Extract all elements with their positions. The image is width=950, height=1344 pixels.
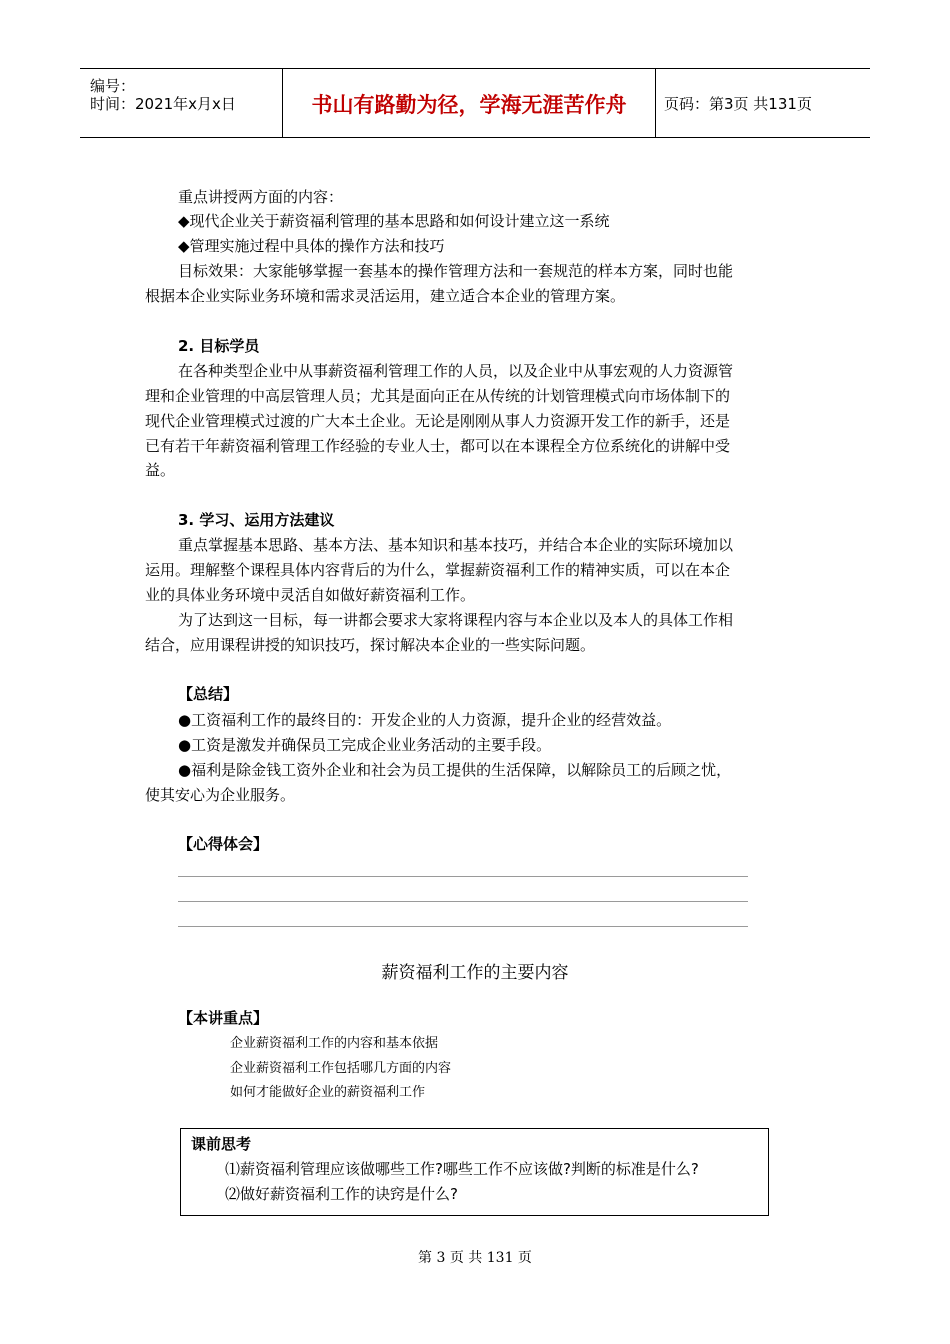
page-header [80, 68, 870, 138]
section-heading: 3. 学习、运用方法建议 [178, 511, 335, 529]
focus-heading: 【本讲重点】 [178, 1009, 269, 1027]
header-motto: 书山有路勤为径，学海无涯苦作舟 [311, 93, 627, 117]
paragraph-line: 运用。理解整个课程具体内容背后的为什么，掌握薪资福利工作的精神实质，可以在本企 [145, 561, 731, 579]
summary-item: ●福利是除金钱工资外企业和社会为员工提供的生活保障，以解除员工的后顾之忧， [178, 761, 732, 779]
paragraph-line: 为了达到这一目标，每一讲都会要求大家将课程内容与本企业以及本人的具体工作相 [178, 611, 734, 629]
summary-item: ●工资福利工作的最终目的：开发企业的人力资源，提升企业的经营效益。 [178, 711, 672, 729]
preview-box [180, 1128, 769, 1216]
summary-heading: 【总结】 [178, 685, 239, 703]
paragraph-line: 益。 [145, 461, 176, 479]
paragraph-line: 在各种类型企业中从事薪资福利管理工作的人员，以及企业中从事宏观的人力资源管 [178, 362, 734, 380]
section-heading: 2. 目标学员 [178, 337, 260, 355]
lecture-title: 薪资福利工作的主要内容 [381, 963, 569, 983]
paragraph-line: 已有若干年薪资福利管理工作经验的专业人士，都可以在本课程全方位系统化的讲解中受 [145, 437, 731, 455]
preview-heading: 课前思考 [191, 1135, 252, 1153]
serial-label: 编号： [90, 77, 136, 95]
goal-text: 根据本企业实际业务环境和需求灵活运用，建立适合本企业的管理方案。 [145, 287, 626, 305]
summary-item: 使其安心为企业服务。 [145, 786, 296, 804]
notes-heading: 【心得体会】 [178, 835, 269, 853]
paragraph-line: 业的具体业务环境中灵活自如做好薪资福利工作。 [145, 586, 476, 604]
focus-point: 企业薪资福利工作的内容和基本依据 [230, 1036, 439, 1051]
page-footer: 第 3 页 共 131 页 [418, 1250, 532, 1266]
date-label: 时间：2021年x月x日 [90, 95, 236, 113]
paragraph-line: 重点掌握基本思路、基本方法、基本知识和基本技巧，并结合本企业的实际环境加以 [178, 536, 734, 554]
focus-point: 如何才能做好企业的薪资福利工作 [230, 1085, 426, 1100]
notes-writing-line [178, 926, 748, 927]
intro-text: 重点讲授两方面的内容： [178, 188, 344, 206]
intro-bullet: ◆现代企业关于薪资福利管理的基本思路和如何设计建立这一系统 [178, 212, 610, 230]
goal-text: 目标效果：大家能够掌握一套基本的操作管理方法和一套规范的样本方案，同时也能 [178, 262, 734, 280]
preview-question: ⑵做好薪资福利工作的诀窍是什么? [225, 1185, 458, 1203]
summary-item: ●工资是激发并确保员工完成企业业务活动的主要手段。 [178, 736, 552, 754]
preview-question: ⑴薪资福利管理应该做哪些工作?哪些工作不应该做?判断的标准是什么? [225, 1160, 699, 1178]
paragraph-line: 理和企业管理的中高层管理人员；尤其是面向正在从传统的计划管理模式向市场体制下的 [145, 387, 731, 405]
header-page-info: 页码：第3页 共131页 [664, 95, 812, 113]
header-meta [80, 69, 282, 137]
notes-writing-line [178, 876, 748, 877]
focus-point: 企业薪资福利工作包括哪几方面的内容 [230, 1061, 452, 1076]
intro-bullet: ◆管理实施过程中具体的操作方法和技巧 [178, 237, 445, 255]
paragraph-line: 现代企业管理模式过渡的广大本土企业。无论是刚刚从事人力资源开发工作的新手，还是 [145, 412, 731, 430]
paragraph-line: 结合，应用课程讲授的知识技巧，探讨解决本企业的一些实际问题。 [145, 636, 596, 654]
header-divider [655, 69, 656, 137]
notes-writing-line [178, 901, 748, 902]
